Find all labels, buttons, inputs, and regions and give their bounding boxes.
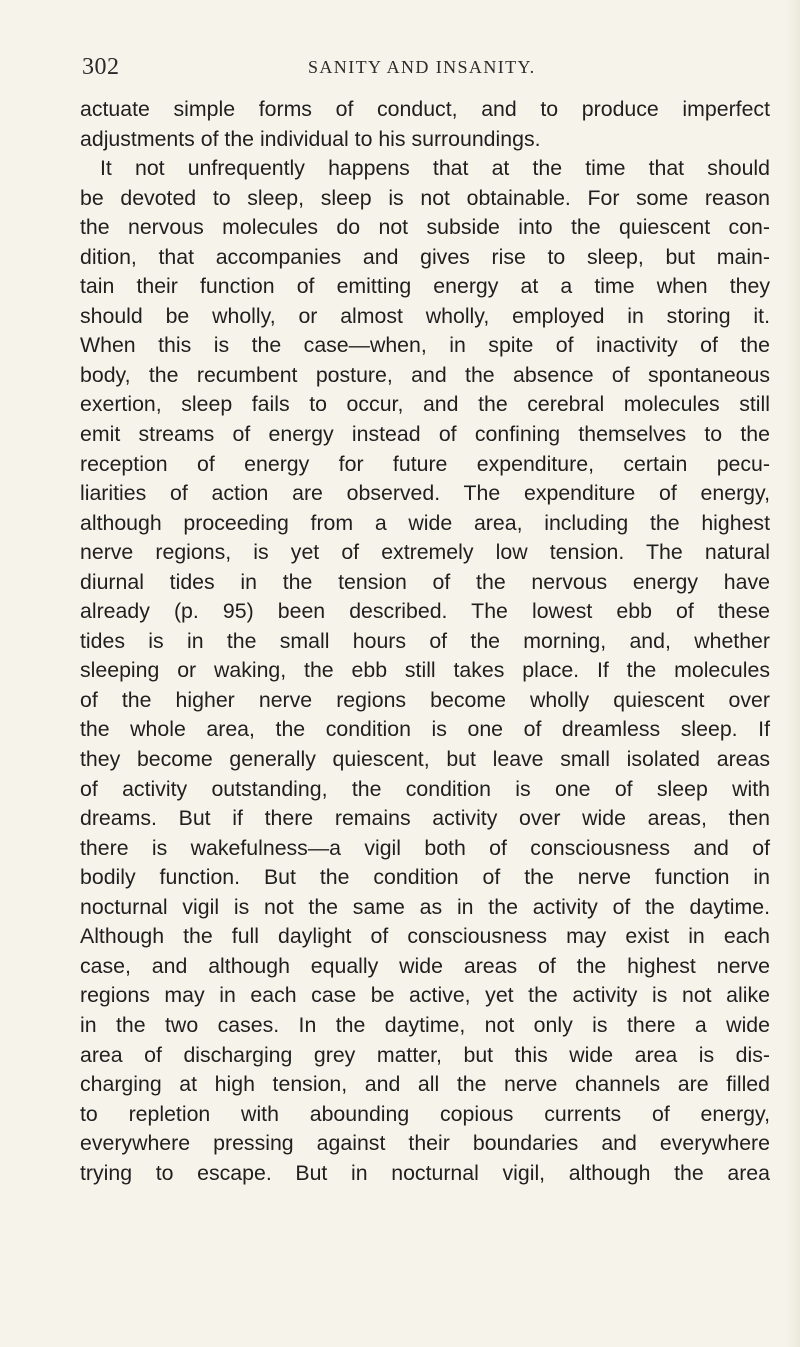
text-line: there is wakefulness—a vigil both of consciousness and of	[80, 835, 770, 860]
text-line: tain their function of emitting energy at a time when they	[80, 274, 770, 299]
text-line: the whole area, the condition is one of dreamless sleep. If	[80, 717, 770, 742]
text-line: everywhere pressing against their boundaries and everywhere	[80, 1131, 770, 1156]
text-line: although proceeding from a wide area, including the highest	[80, 510, 770, 535]
text-line: case, and although equally wide areas of the highest nerve	[80, 953, 770, 978]
text-line: nerve regions, is yet of extremely low tension. The natural	[80, 540, 770, 565]
text-line: regions may in each case be active, yet the activity is not alike	[80, 983, 770, 1008]
text-line: sleeping or waking, the ebb still takes place. If the molecules	[80, 658, 770, 683]
text-line: bodily function. But the condition of the nerve function in	[80, 865, 770, 890]
running-title: SANITY AND INSANITY.	[308, 57, 536, 77]
text-line: to repletion with abounding copious currents of energy,	[80, 1101, 770, 1126]
text-line: actuate simple forms of conduct, and to produce imperfect	[80, 97, 770, 121]
running-head	[82, 54, 782, 82]
page-edge-shadow	[786, 0, 800, 1347]
text-line: area of discharging grey matter, but this wide area is dis-	[80, 1042, 770, 1067]
text-line: When this is the case—when, in spite of inactivity of the	[80, 333, 770, 358]
text-line: diurnal tides in the tension of the nervous energy have	[80, 569, 770, 594]
text-line: adjustments of the individual to his surroundings.	[80, 126, 541, 151]
text-line: reception of energy for future expenditure, certain pecu-	[80, 451, 770, 476]
text-line: dreams. But if there remains activity over wide areas, then	[80, 806, 770, 831]
text-line: exertion, sleep fails to occur, and the cerebral molecules still	[80, 392, 770, 417]
text-line: already (p. 95) been described. The lowest ebb of these	[80, 599, 770, 624]
text-line: dition, that accompanies and gives rise to sleep, but main-	[80, 244, 770, 269]
text-line: they become generally quiescent, but leave small isolated areas	[80, 747, 770, 772]
text-line: emit streams of energy instead of confining themselves to the	[80, 422, 770, 447]
text-line: body, the recumbent posture, and the absence of spontaneous	[80, 362, 770, 387]
page-number: 302	[82, 54, 120, 80]
text-line: liarities of action are observed. The expenditure of energy,	[80, 481, 770, 506]
text-line: tides is in the small hours of the morning, and, whether	[80, 628, 770, 653]
text-line: nocturnal vigil is not the same as in the activity of the daytime.	[80, 894, 770, 919]
body-text	[80, 95, 770, 1188]
text-line: It not unfrequently happens that at the time that should	[100, 156, 770, 181]
text-line: in the two cases. In the daytime, not only is there a wide	[80, 1012, 770, 1037]
text-line: charging at high tension, and all the nerve channels are filled	[80, 1072, 770, 1097]
text-line: trying to escape. But in nocturnal vigil, although the area	[80, 1160, 770, 1185]
text-line: Although the full daylight of consciousness may exist in each	[80, 924, 770, 949]
text-line: be devoted to sleep, sleep is not obtainable. For some reason	[80, 185, 770, 210]
text-line: of activity outstanding, the condition is one of sleep with	[80, 776, 770, 801]
text-line: should be wholly, or almost wholly, employed in storing it.	[80, 303, 770, 328]
text-line: the nervous molecules do not subside into the quiescent con-	[80, 215, 770, 240]
text-line: of the higher nerve regions become wholly quiescent over	[80, 687, 770, 712]
